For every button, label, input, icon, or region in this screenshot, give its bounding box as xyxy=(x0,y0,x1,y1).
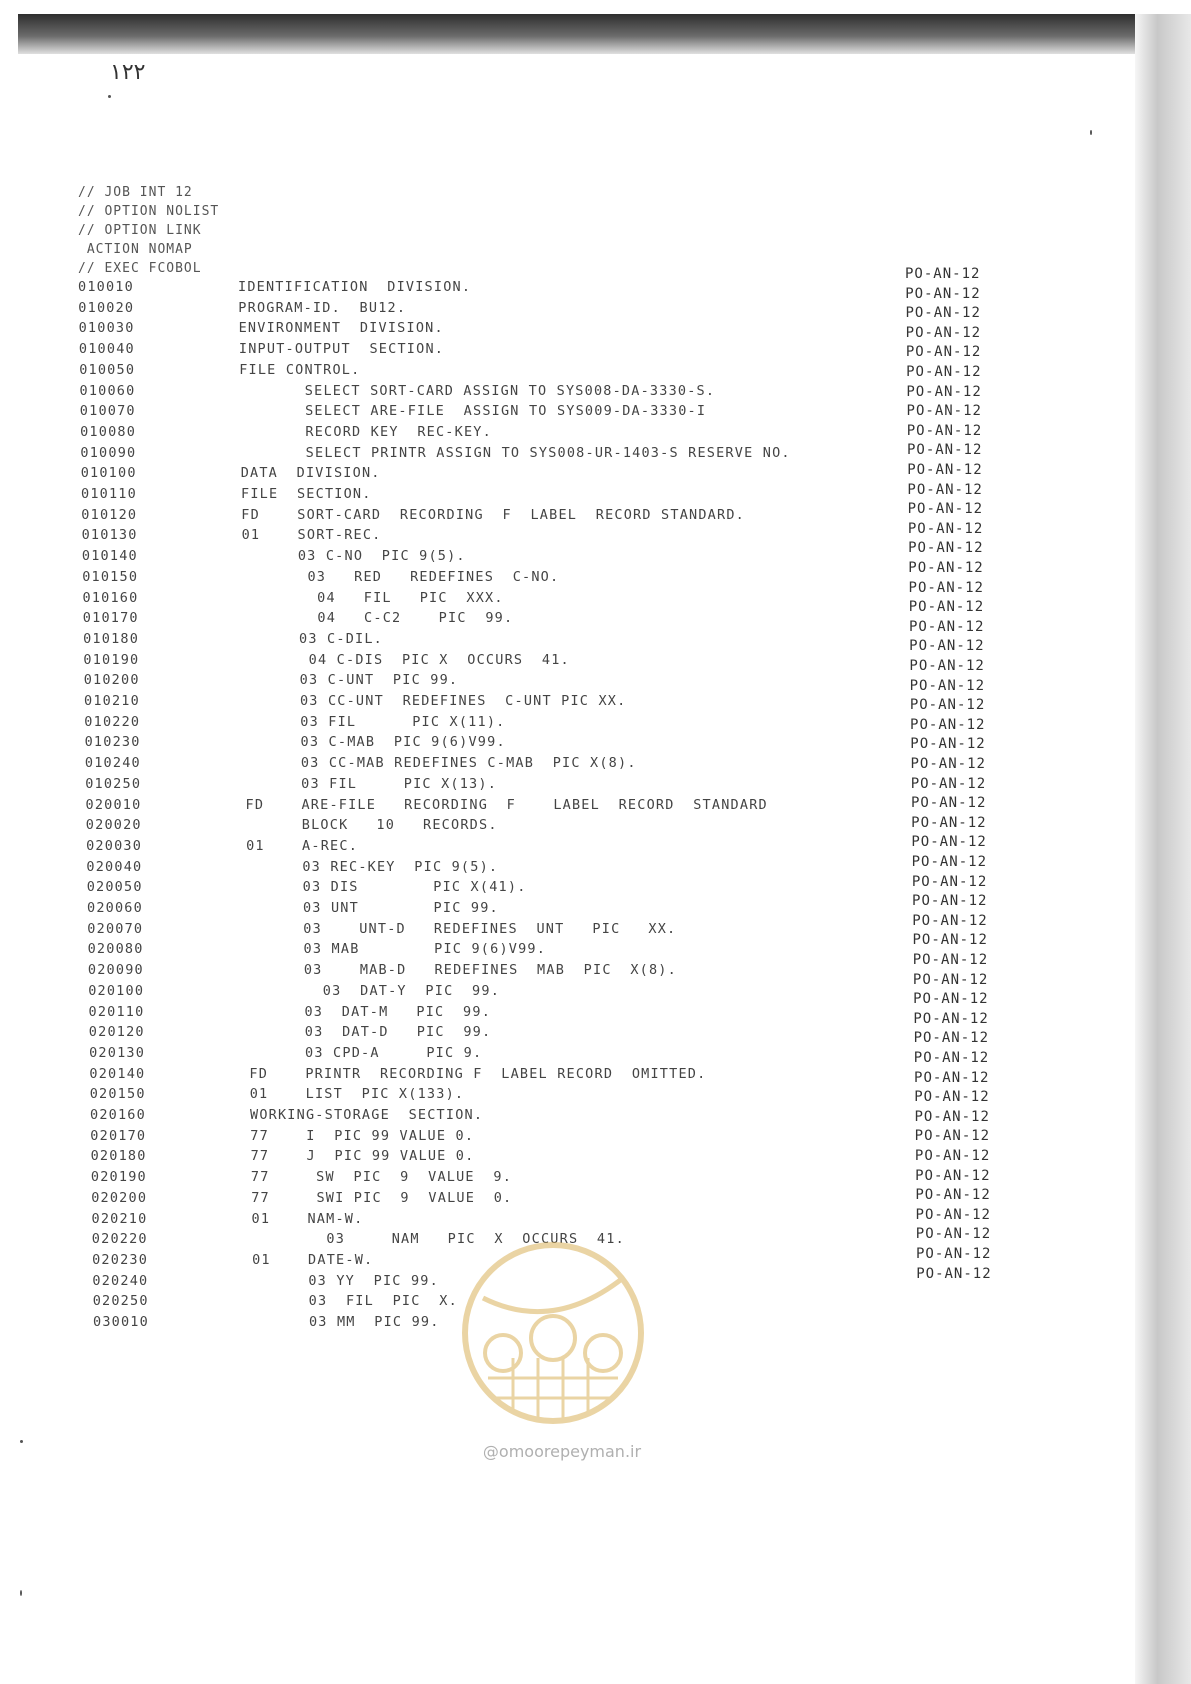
sequence-number: 030010 xyxy=(93,1314,149,1330)
sequence-number: 020130 xyxy=(89,1044,146,1061)
cobol-statement: PROGRAM-ID. BU12. xyxy=(238,299,407,316)
job-control-line: ACTION NOMAP xyxy=(78,242,193,257)
cobol-statement: 01 DATE-W. xyxy=(252,1251,374,1268)
program-tag: PO-AN-12 xyxy=(909,697,986,714)
watermark-site: @omoorepeyman.ir xyxy=(482,1442,642,1461)
cobol-statement: 77 SW PIC 9 VALUE 9. xyxy=(250,1169,513,1186)
cobol-statement: 77 I PIC 99 VALUE 0. xyxy=(250,1127,475,1144)
sequence-number: 010250 xyxy=(85,775,142,792)
cobol-statement: 03 CPD-A PIC 9. xyxy=(249,1044,483,1061)
cobol-statement: DATA DIVISION. xyxy=(240,465,381,482)
sequence-number: 010180 xyxy=(83,630,140,647)
scan-right-edge xyxy=(1135,14,1191,1684)
sequence-number: 010130 xyxy=(81,527,138,544)
sequence-number: 010150 xyxy=(82,568,139,585)
cobol-statement: 03 C-NO PIC 9(5). xyxy=(241,548,466,565)
cobol-statement: 03 REC-KEY PIC 9(5). xyxy=(246,858,499,875)
cobol-statement: 01 A-REC. xyxy=(246,837,359,854)
program-tag: PO-AN-12 xyxy=(909,677,986,694)
cobol-statement: 03 DAT-Y PIC 99. xyxy=(248,982,501,999)
program-tag: PO-AN-12 xyxy=(911,834,987,851)
cobol-statement: BLOCK 10 RECORDS. xyxy=(245,817,498,834)
cobol-statement: 03 MAB PIC 9(6)V99. xyxy=(247,941,547,958)
cobol-statement: 03 FIL PIC X. xyxy=(252,1293,458,1310)
sequence-number: 020240 xyxy=(92,1272,149,1289)
cobol-statement: 03 UNT PIC 99. xyxy=(247,900,499,916)
program-tag: PO-AN-12 xyxy=(912,912,988,929)
program-tag: PO-AN-12 xyxy=(906,383,982,400)
sequence-number: 020120 xyxy=(88,1024,145,1041)
cobol-statement: FD PRINTR RECORDING F LABEL RECORD OMITTED. xyxy=(249,1065,707,1082)
cobol-statement: 03 C-MAB PIC 9(6)V99. xyxy=(244,734,506,751)
scan-top-edge xyxy=(18,14,1138,54)
program-tag: PO-AN-12 xyxy=(913,1030,990,1047)
sequence-number: 020100 xyxy=(88,982,145,999)
job-control-line: // OPTION NOLIST xyxy=(78,204,220,219)
program-tag: PO-AN-12 xyxy=(913,1010,989,1027)
sequence-number: 020150 xyxy=(89,1086,146,1103)
cobol-statement: 03 C-DIL. xyxy=(243,630,384,647)
cobol-statement: 03 CC-UNT REDEFINES C-UNT PIC XX. xyxy=(244,693,627,709)
program-tag: PO-AN-12 xyxy=(905,266,981,282)
sequence-number: 020250 xyxy=(92,1293,149,1310)
cobol-statement: 03 MM PIC 99. xyxy=(253,1314,440,1330)
sequence-number: 010020 xyxy=(78,299,135,316)
watermark-logo xyxy=(458,1238,648,1428)
cobol-statement: FD SORT-CARD RECORDING F LABEL RECORD STANDARD. xyxy=(241,506,745,523)
sequence-number: 020210 xyxy=(91,1210,148,1227)
sequence-number: 020080 xyxy=(87,941,144,958)
sequence-number: 020020 xyxy=(85,817,142,834)
cobol-statement: 01 SORT-REC. xyxy=(241,527,382,544)
program-tag: PO-AN-12 xyxy=(912,952,989,968)
sequence-number: 010160 xyxy=(82,589,139,606)
program-tag: PO-AN-12 xyxy=(915,1206,991,1223)
cobol-statement: 01 LIST PIC X(133). xyxy=(249,1086,465,1103)
cobol-statement: 03 FIL PIC X(11). xyxy=(244,713,506,730)
cobol-statement: 03 UNT-D REDEFINES UNT PIC XX. xyxy=(247,920,677,937)
program-tag: PO-AN-12 xyxy=(910,756,986,772)
sequence-number: 010210 xyxy=(84,693,140,709)
cobol-statement: FD ARE-FILE RECORDING F LABEL RECORD STANDARD xyxy=(245,796,768,813)
program-tag: PO-AN-12 xyxy=(907,501,984,518)
cobol-statement: 01 NAM-W. xyxy=(251,1210,364,1227)
sequence-number: 020050 xyxy=(86,879,143,896)
program-tag: PO-AN-12 xyxy=(905,305,981,322)
sequence-number: 020060 xyxy=(87,900,143,916)
cobol-statement: SELECT SORT-CARD ASSIGN TO SYS008-DA-3330-S. xyxy=(239,382,716,399)
sequence-number: 020070 xyxy=(87,920,144,937)
sequence-number: 020220 xyxy=(91,1231,148,1248)
program-tag: PO-AN-12 xyxy=(913,991,989,1008)
sequence-number: 010140 xyxy=(81,548,138,565)
program-tag: PO-AN-12 xyxy=(915,1167,991,1184)
cobol-statement: 03 NAM PIC X OCCURS 41. xyxy=(251,1231,625,1248)
sequence-number: 010220 xyxy=(84,713,141,730)
sequence-number: 010230 xyxy=(84,734,141,751)
program-tag: PO-AN-12 xyxy=(911,873,988,890)
sequence-number: 010080 xyxy=(80,423,137,440)
cobol-statement: FILE SECTION. xyxy=(241,486,372,502)
program-tag: PO-AN-12 xyxy=(905,324,982,341)
program-tag: PO-AN-12 xyxy=(914,1069,990,1086)
job-control-line: // JOB INT 12 xyxy=(78,185,193,200)
program-tag: PO-AN-12 xyxy=(907,462,983,478)
sequence-number: 020170 xyxy=(90,1127,147,1144)
program-tag: PO-AN-12 xyxy=(910,736,986,753)
sequence-number: 020090 xyxy=(87,962,144,979)
cobol-statement: 03 C-UNT PIC 99. xyxy=(243,672,459,689)
sequence-number: 010030 xyxy=(78,320,135,337)
sequence-number: 010040 xyxy=(78,341,135,358)
program-tag: PO-AN-12 xyxy=(905,285,981,302)
sequence-number: 010200 xyxy=(83,672,140,689)
program-tag: PO-AN-12 xyxy=(908,540,984,557)
scan-speck xyxy=(20,1590,22,1596)
job-control-line: // EXEC FCOBOL xyxy=(78,261,202,276)
program-tag: PO-AN-12 xyxy=(914,1089,990,1106)
sequence-number: 020230 xyxy=(92,1251,149,1268)
program-tag: PO-AN-12 xyxy=(914,1128,991,1145)
cobol-statement: 04 FIL PIC XXX. xyxy=(242,589,504,606)
program-tag: PO-AN-12 xyxy=(911,814,987,831)
cobol-statement: 03 DAT-M PIC 99. xyxy=(248,1003,492,1020)
program-tag: PO-AN-12 xyxy=(905,344,982,361)
cobol-statement: 03 DIS PIC X(41). xyxy=(246,879,527,896)
sequence-number: 020010 xyxy=(85,796,142,813)
sequence-number: 020040 xyxy=(86,858,143,875)
program-tag: PO-AN-12 xyxy=(910,775,987,792)
sequence-number: 020180 xyxy=(90,1148,147,1165)
program-tag: PO-AN-12 xyxy=(908,579,984,596)
program-tag: PO-AN-12 xyxy=(914,1148,991,1164)
program-tag: PO-AN-12 xyxy=(910,716,986,733)
program-tag: PO-AN-12 xyxy=(908,618,985,635)
cobol-statement: 03 MAB-D REDEFINES MAB PIC X(8). xyxy=(247,962,677,979)
program-tag: PO-AN-12 xyxy=(906,403,982,420)
scan-speck xyxy=(20,1440,23,1443)
sequence-number: 010120 xyxy=(81,506,138,523)
program-tag: PO-AN-12 xyxy=(906,442,983,459)
program-tag: PO-AN-12 xyxy=(907,481,983,498)
cobol-statement: SELECT PRINTR ASSIGN TO SYS008-UR-1403-S RESERVE NO. xyxy=(240,444,791,461)
sequence-number: 010010 xyxy=(78,279,134,295)
scan-speck xyxy=(1090,130,1092,135)
cobol-statement: FILE CONTROL. xyxy=(239,361,361,378)
cobol-statement: 03 RED REDEFINES C-NO. xyxy=(242,568,560,585)
sequence-number: 010100 xyxy=(80,465,137,482)
program-tag: PO-AN-12 xyxy=(912,932,988,949)
sequence-number: 010170 xyxy=(82,610,139,627)
job-control-line: // OPTION LINK xyxy=(78,223,202,238)
sequence-number: 010050 xyxy=(79,361,136,378)
program-tag: PO-AN-12 xyxy=(911,854,988,870)
program-tag: PO-AN-12 xyxy=(909,638,985,655)
program-tag: PO-AN-12 xyxy=(907,520,984,537)
sequence-number: 010070 xyxy=(79,403,136,420)
cobol-statement: 03 DAT-D PIC 99. xyxy=(248,1024,492,1041)
program-tag: PO-AN-12 xyxy=(913,1050,990,1066)
sequence-number: 020110 xyxy=(88,1003,145,1020)
program-tag: PO-AN-12 xyxy=(906,422,983,439)
program-tag: PO-AN-12 xyxy=(906,364,982,380)
cobol-statement: SELECT ARE-FILE ASSIGN TO SYS009-DA-3330-I xyxy=(239,403,707,420)
cobol-statement: 04 C-DIS PIC X OCCURS 41. xyxy=(243,651,570,668)
scan-speck xyxy=(108,95,111,98)
cobol-statement: 03 CC-MAB REDEFINES C-MAB PIC X(8). xyxy=(244,755,637,772)
cobol-statement: 77 J PIC 99 VALUE 0. xyxy=(250,1148,475,1165)
cobol-statement: 77 SWI PIC 9 VALUE 0. xyxy=(251,1189,513,1206)
program-tag: PO-AN-12 xyxy=(908,560,984,576)
sequence-number: 020190 xyxy=(90,1169,147,1186)
sequence-number: 020160 xyxy=(90,1107,146,1123)
sequence-number: 010190 xyxy=(83,651,140,668)
program-tag: PO-AN-12 xyxy=(908,599,985,616)
cobol-statement: INPUT-OUTPUT SECTION. xyxy=(238,341,445,358)
cobol-statement: 03 FIL PIC X(13). xyxy=(245,775,498,792)
cobol-statement: 03 YY PIC 99. xyxy=(252,1272,439,1289)
program-tag: PO-AN-12 xyxy=(912,893,988,910)
cobol-statement: WORKING-STORAGE SECTION. xyxy=(250,1107,484,1123)
sequence-number: 010060 xyxy=(79,382,136,399)
program-tag: PO-AN-12 xyxy=(916,1265,992,1282)
cobol-statement: ENVIRONMENT DIVISION. xyxy=(238,320,444,337)
sequence-number: 020140 xyxy=(89,1065,146,1082)
sequence-number: 010090 xyxy=(80,444,137,461)
cobol-statement: IDENTIFICATION DIVISION. xyxy=(238,279,472,295)
program-tag: PO-AN-12 xyxy=(910,795,987,812)
cobol-statement: 04 C-C2 PIC 99. xyxy=(242,610,514,627)
cobol-statement: RECORD KEY REC-KEY. xyxy=(240,423,492,440)
sequence-number: 010110 xyxy=(81,486,137,502)
program-tag: PO-AN-12 xyxy=(916,1246,992,1262)
program-tag: PO-AN-12 xyxy=(912,971,989,988)
sequence-number: 020030 xyxy=(86,837,143,854)
sequence-number: 010240 xyxy=(84,755,141,772)
program-tag: PO-AN-12 xyxy=(915,1226,992,1243)
program-tag: PO-AN-12 xyxy=(914,1108,990,1125)
program-tag: PO-AN-12 xyxy=(915,1187,991,1204)
sequence-number: 020200 xyxy=(91,1189,148,1206)
page-number: ۱۲۲ xyxy=(110,60,146,85)
program-tag: PO-AN-12 xyxy=(909,658,985,674)
